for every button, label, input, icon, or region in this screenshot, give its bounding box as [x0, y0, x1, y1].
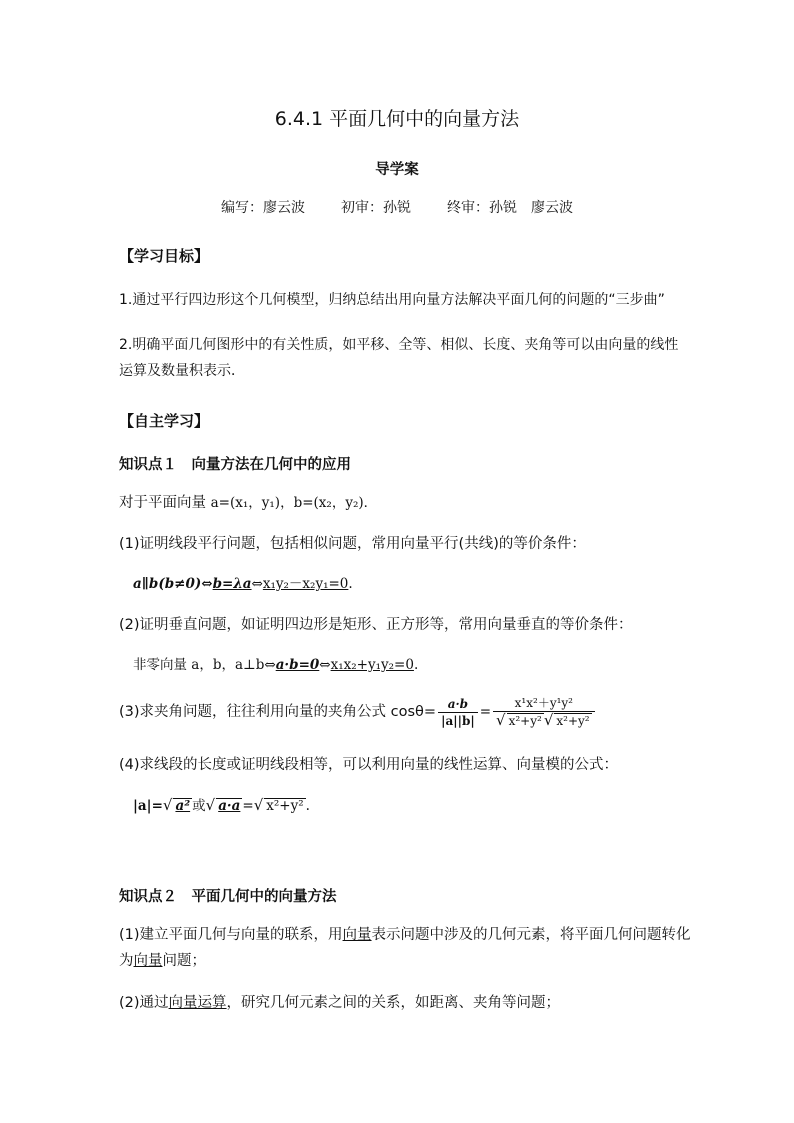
perpendicular-condition-formula: 非零向量 a，b，a⊥b⇔a·b=0⇔x₁x₂+y₁y₂=0. [133, 657, 419, 673]
page-title: 6.4.1 平面几何中的向量方法 [274, 108, 520, 130]
objectives-heading: 【学习目标】 [119, 247, 210, 265]
vector-definition: a=(x₁，y₁)，b=(x₂，y₂)． [210, 495, 378, 511]
objective-2-line2: 运算及数量积表示． [119, 363, 245, 379]
point-3-angle-formula: (3)求夹角问题，往往利用向量的夹角公式 cosθ= $\frac{a\cdot b}{|a||b|}$ = $\frac{\text{x¹x²＋y¹y²}}{\text{√ x²+y² √ x²+y²}}$ [119, 694, 679, 730]
step-1-text: (1)建立平面几何与向量的联系，用向量表示问题中涉及的几何元素，将平面几何问题转化 为向量问题； [119, 927, 691, 969]
magnitude-answer-2: a·a [218, 798, 241, 814]
perpendicular-answer-2: x₁x₂+y₁y₂=0 [330, 657, 414, 673]
objective-1: 1.通过平行四边形这个几何模型，归纳总结出用向量方法解决平面几何的问题的“三步曲” [119, 292, 665, 308]
objective-2-line1: 2.明确平面几何图形中的有关性质，如平移、全等、相似、长度、夹角等可以由向量的线性 [119, 337, 679, 353]
knowledge-point-1-title: 知识点１ 向量方法在几何中的应用 [119, 457, 351, 473]
parallel-answer-1: b=λa [212, 576, 252, 592]
page-subtitle: 导学案 [375, 162, 419, 178]
angle-fraction-2: $\frac{\text{x¹x²＋y¹y²}}{\text{√ x²+y² √ x²+y²}}$ [493, 695, 595, 729]
first-reviewer: 初审：孙锐 [341, 200, 411, 216]
magnitude-answer-1: a² [175, 798, 191, 814]
knowledge-point-2-title: 知识点２ 平面几何中的向量方法 [119, 889, 337, 905]
step-1-answer-1: 向量 [342, 927, 372, 943]
step-2-text: (2)通过向量运算，研究几何元素之间的关系，如距离、夹角等问题； [119, 995, 561, 1011]
magnitude-formula: |a|=√ a² 或√ a·a =√ x²+y² . [133, 796, 310, 814]
final-reviewer: 终审：孙锐 廖云波 [447, 200, 573, 216]
kp1-intro: 对于平面向量 a=(x₁，y₁)，b=(x₂，y₂)． [119, 495, 378, 511]
step-1-answer-2: 向量 [133, 953, 163, 969]
parallel-answer-2: x₁y₂－x₂y₁=0 [262, 576, 349, 592]
authors-line [0, 197, 794, 217]
author: 编写：廖云波 [221, 200, 305, 216]
point-4-text: (4)求线段的长度或证明线段相等，可以利用向量的线性运算、向量模的公式： [119, 757, 619, 773]
objective-2 [119, 332, 699, 384]
parallel-condition-formula: a∥b(b≠0)⇔b=λa⇔x₁y₂－x₂y₁=0. [133, 576, 353, 592]
angle-fraction-1: $\frac{a\cdot b}{|a||b|}$ [438, 696, 478, 729]
perpendicular-answer-1: a·b=0 [275, 657, 320, 673]
step-2-answer: 向量运算 [168, 995, 227, 1011]
self-study-heading: 【自主学习】 [119, 412, 210, 430]
point-1-text: (1)证明线段平行问题，包括相似问题，常用向量平行(共线)的等价条件： [119, 536, 586, 552]
point-2-text: (2)证明垂直问题，如证明四边形是矩形、正方形等，常用向量垂直的等价条件： [119, 617, 633, 633]
